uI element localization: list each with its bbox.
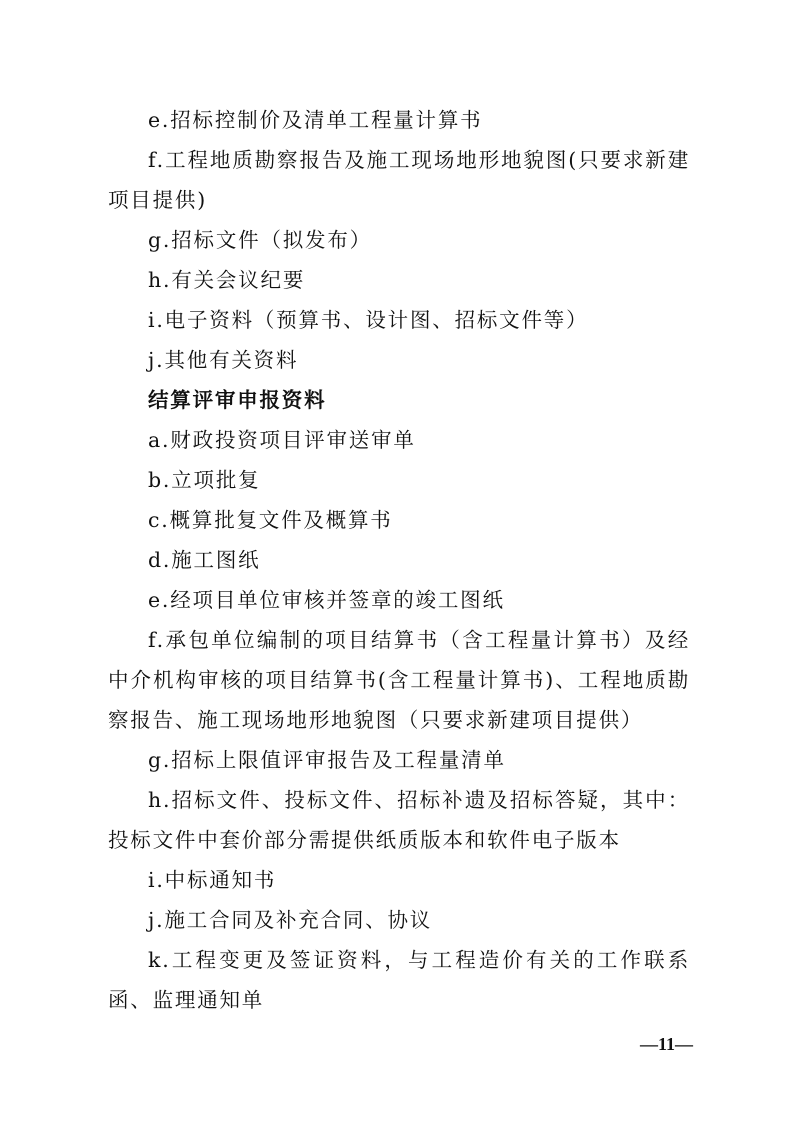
list-item: e.经项目单位审核并签章的竣工图纸 [148, 588, 505, 612]
list-item: i.中标通知书 [148, 868, 277, 892]
section-heading: 结算评审申报资料 [148, 388, 327, 412]
list-item: h.有关会议纪要 [148, 268, 306, 292]
list-item: i.电子资料（预算书、设计图、招标文件等） [148, 308, 589, 332]
list-item: j.其他有关资料 [148, 348, 299, 372]
list-item: b.立项批复 [148, 468, 261, 492]
list-item: f.承包单位编制的项目结算书（含工程量计算书）及经中介机构审核的项目结算书(含工程量计算书)、工程地质勘察报告、施工现场地形地貌图（只要求新建项目提供） [108, 628, 690, 732]
list-item: g.招标文件（拟发布） [148, 228, 372, 252]
list-item: f.工程地质勘察报告及施工现场地形地貌图(只要求新建项目提供) [108, 148, 690, 212]
document-body [108, 100, 690, 1020]
list-item: h.招标文件、投标文件、招标补遗及招标答疑，其中：投标文件中套价部分需提供纸质版本和软件电子版本 [108, 788, 690, 852]
list-item: a.财政投资项目评审送审单 [148, 428, 416, 452]
list-item: c.概算批复文件及概算书 [148, 508, 393, 532]
list-item: g.招标上限值评审报告及工程量清单 [148, 748, 506, 772]
list-item: k.工程变更及签证资料，与工程造价有关的工作联系函、监理通知单 [108, 948, 690, 1012]
list-item: d.施工图纸 [148, 548, 261, 572]
list-item: j.施工合同及补充合同、协议 [148, 908, 433, 932]
list-item: e.招标控制价及清单工程量计算书 [148, 108, 483, 132]
page-number: —11— [640, 1034, 694, 1054]
